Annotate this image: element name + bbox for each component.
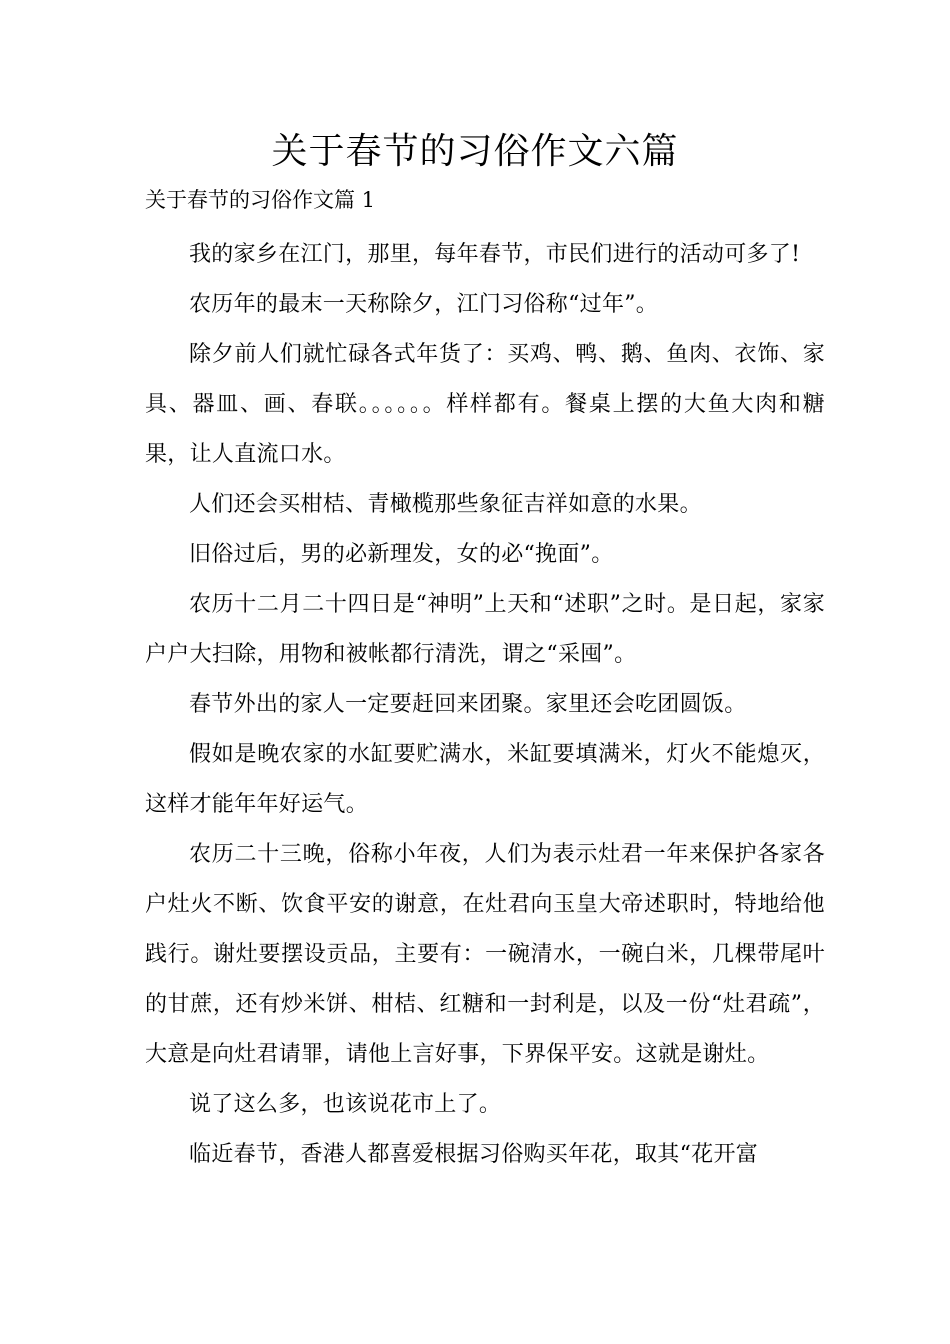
document-title: 关于春节的习俗作文六篇	[271, 131, 679, 172]
paragraph: 说了这么多，也该说花市上了。	[189, 1092, 502, 1117]
paragraph: 我的家乡在江门，那里，每年春节，市民们进行的活动可多了!	[189, 242, 801, 267]
body-text	[145, 230, 825, 1180]
paragraph: 假如是晚农家的水缸要贮满水，米缸要填满米，灯火不能熄灭，这样才能年年好运气。	[145, 742, 825, 817]
paragraph: 农历二十三晚，俗称小年夜，人们为表示灶君一年来保护各家各户灶火不断、饮食平安的谢意，在灶君向玉皇大帝述职时，特地给他践行。谢灶要摆设贡品，主要有：一碗清水，一碗白米，几棵带尾叶的甘蔗，还有炒米饼、柑桔、红糖和一封利是，以及一份“灶君疏”，大意是向灶君请罪，请他上言好事，下界保平安。这就是谢灶。	[145, 842, 825, 1067]
paragraph: 农历十二月二十四日是“神明”上天和“述职”之时。是日起，家家户户大扫除，用物和被帐都行清洗，谓之“采囤”。	[145, 592, 825, 667]
paragraph: 人们还会买柑桔、青橄榄那些象征吉祥如意的水果。	[189, 492, 702, 517]
paragraph: 春节外出的家人一定要赶回来团聚。家里还会吃团圆饭。	[189, 692, 747, 717]
paragraph: 除夕前人们就忙碌各式年货了：买鸡、鸭、鹅、鱼肉、衣饰、家具、器皿、画、春联。。。。。。样样都有。餐桌上摆的大鱼大肉和糖果，让人直流口水。	[145, 342, 825, 467]
paragraph: 旧俗过后，男的必新理发，女的必“挽面”。	[189, 542, 614, 567]
paragraph: 临近春节，香港人都喜爱根据习俗购买年花，取其“花开富	[189, 1142, 759, 1167]
section-heading: 关于春节的习俗作文篇 1	[145, 188, 376, 212]
paragraph: 农历年的最末一天称除夕，江门习俗称“过年”。	[189, 292, 659, 317]
